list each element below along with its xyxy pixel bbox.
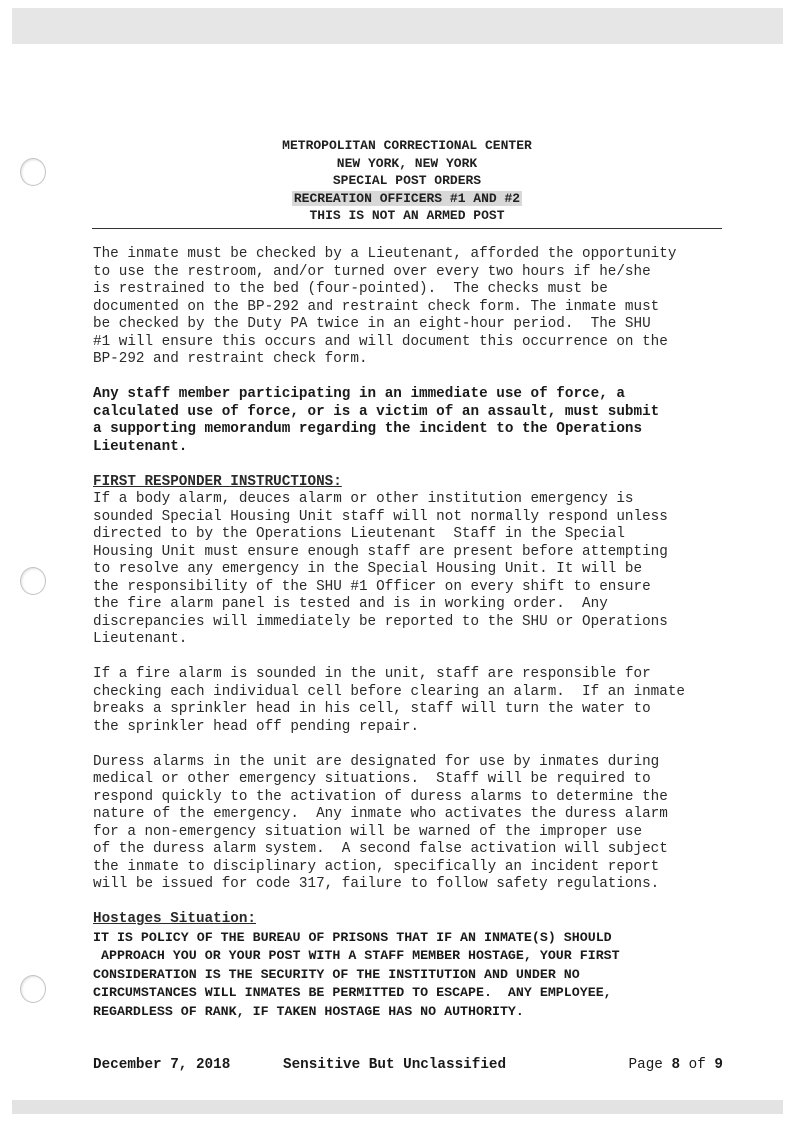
fire-alarm-paragraph: If a fire alarm is sounded in the unit, staff are responsible for checking each individual cell before clearing an alarm. If an inmate breaks a sprinkler head in his cell, staff will turn the water to the sprinkler head off pending repair. — [93, 666, 685, 735]
document-header — [92, 137, 722, 225]
header-location: NEW YORK, NEW YORK — [336, 155, 478, 171]
header-divider — [92, 228, 722, 229]
hostage-heading: Hostages Situation: — [93, 911, 257, 927]
scan-bottom-edge — [12, 1100, 783, 1114]
footer-classification: Sensitive But Unclassified — [283, 1057, 507, 1073]
restraint-paragraph: The inmate must be checked by a Lieutenant, afforded the opportunity to use the restroom, and/or turned over every two hours if he/she is restrained to the bed (four-pointed). The checks must be documented on the BP-292 and restraint check form. The inmate must be checked by the Duty PA twice in an eight-hour period. The SHU #1 will ensure this occurs and will document this occurrence on the BP-292 and restraint check form. — [93, 246, 677, 367]
document-body — [93, 246, 733, 1039]
first-responder-heading: FIRST RESPONDER INSTRUCTIONS: — [93, 473, 342, 490]
header-post-title: RECREATION OFFICERS #1 AND #2 — [293, 190, 521, 206]
scan-top-edge — [12, 8, 783, 44]
hostage-section: Hostages Situation: IT IS POLICY OF THE BUREAU OF PRISONS THAT IF AN INMATE(S) SHOULD APPROACH YOU OR YOUR POST WITH A STAFF MEMBER HOSTAGE, YOUR FIRST CONSIDERATION IS THE SECURITY OF THE INSTITUTION AND UNDER NO CIRCUMSTANCES WILL INMATES BE PERMITTED TO ESCAPE. ANY EMPLOYEE, REGARDLESS OF RANK, IF TAKEN HOSTAGE HAS NO AUTHORITY. — [93, 911, 733, 1021]
duress-alarm-paragraph: Duress alarms in the unit are designated for use by inmates during medical or other emergency situations. Staff will be required to respond quickly to the activation of duress alarms to determine the nature of the emergency. Any inmate who activates the duress alarm for a non-emergency situation will be warned of the improper use of the duress alarm system. A second false activation will subject the inmate to disciplinary action, specifically an incident report will be issued for code 317, failure to follow safety regulations. — [93, 753, 668, 892]
header-doc-type: SPECIAL POST ORDERS — [332, 173, 482, 188]
punch-hole-bottom — [20, 975, 46, 1003]
header-institution: METROPOLITAN CORRECTIONAL CENTER — [282, 138, 532, 153]
use-of-force-paragraph: Any staff member participating in an immediate use of force, a calculated use of force, or is a victim of an assault, must submit a supporting memorandum regarding the incident to the Operations Lieutenant. — [93, 386, 660, 455]
punch-hole-middle — [20, 567, 46, 595]
punch-hole-top — [20, 158, 46, 186]
page-number: Page 8 of 9 — [628, 1057, 723, 1073]
header-armed-notice: THIS IS NOT AN ARMED POST — [309, 208, 505, 223]
first-responder-section: FIRST RESPONDER INSTRUCTIONS: If a body alarm, deuces alarm or other institution emergency is sounded Special Housing Unit staff will not normally respond unless directed to by the Operations Lieutenant Staff in the Special Housing Unit must ensure enough staff are present before attempting to resolve any emergency in the Special Housing Unit. It will be the responsibility of the SHU #1 Officer on every shift to ensure the fire alarm panel is tested and is in working order. Any discrepancies will immediately be reported to the SHU or Operations Lieutenant. — [93, 474, 733, 649]
footer-date: December 7, 2018 — [93, 1057, 231, 1073]
